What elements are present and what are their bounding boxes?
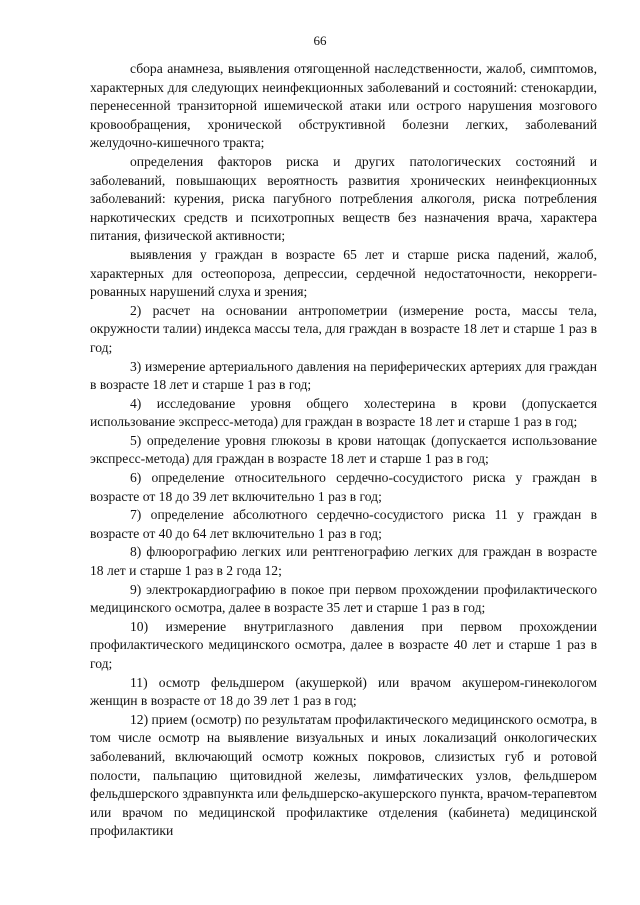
paragraph-item-7: 7) определение абсолютного сердечно-сосудистого риска 11 у граждан в возрасте от 40 до 64 лет включительно 1 раз в год;	[90, 507, 597, 541]
paragraph-item-11: 11) осмотр фельдшером (акушеркой) или врачом акушером-гинекологом женщин в возрасте от 18 до 39 лет 1 раз в год;	[90, 674, 597, 709]
paragraph-item-4: 4) исследование уровня общего холестерина в крови (допускается использование экспресс-метода) для граждан в возрасте 18 лет и старше 1 раз в год;	[90, 395, 597, 430]
page-number: 66	[313, 33, 327, 48]
paragraph-risk-factors: определения факторов риска и других патологических состояний и заболеваний, повышающих вероятность развития хронических неинфекционных заболеваний: курения, риска пагубного потребления алкоголя, риска потребления наркотических средств и психотропных веществ без назначения врача, характера питания, физической активности;	[90, 153, 597, 244]
paragraph-item-3: 3) измерение артериального давления на периферических артериях для граждан в возрасте 18 лет и старше 1 раз в год;	[90, 358, 597, 393]
paragraph-item-8: 8) флюорографию легких или рентгенографию легких для граждан в возрасте 18 лет и старше 1 раз в 2 года 12;	[90, 544, 597, 579]
body-text	[90, 60, 597, 841]
paragraph-elderly-risks: выявления у граждан в возрасте 65 лет и старше риска падений, жалоб, характерных для остеопороза, депрессии, сердечной недостаточности, некоррегированных нарушений слуха и зрения;	[90, 246, 597, 300]
paragraph-item-10: 10) измерение внутриглазного давления при первом прохождении профилактического медицинского осмотра, далее в возрасте 40 лет и старше 1 раз в год;	[90, 618, 597, 671]
paragraph-anamnesis: сбора анамнеза, выявления отягощенной наследственности, жалоб, симптомов, характерных для следующих неинфекционных заболеваний и состояний: стенокардии, перенесенной транзиторной ишемической атаки или острого нарушения мозгового кровообращения, хронической обструктивной болезни легких, заболеваний желудочно-кишечного тракта;	[90, 61, 597, 151]
paragraph-item-5: 5) определение уровня глюкозы в крови натощак (допускается использование экспресс-метода) для граждан в возрасте 18 лет и старше 1 раз в год;	[90, 432, 597, 467]
paragraph-item-9: 9) электрокардиографию в покое при первом прохождении профилактического медицинского осмотра, далее в возрасте 35 лет и старше 1 раз в год;	[90, 581, 597, 616]
paragraph-item-6: 6) определение относительного сердечно-сосудистого риска у граждан в возрасте от 18 до 39 лет включительно 1 раз в год;	[90, 470, 597, 504]
paragraph-item-2: 2) расчет на основании антропометрии (измерение роста, массы тела, окружности талии) индекса массы тела, для граждан в возрасте 18 лет и старше 1 раз в год;	[90, 302, 597, 355]
paragraph-item-12: 12) прием (осмотр) по результатам профилактического медицинского осмотра, в том числе осмотр на выявление визуальных и иных локализаций онкологических заболеваний, включающий осмотр кожных покровов, слизистых губ и ротовой полости, пальпацию щитовидной железы, лимфатических узлов, фельдшером фельдшерского здравпункта или фельдшерско-акушерского пункта, врачом-терапевтом или врачом по медицинской профилактике отделения (кабинета) медицинской профилактики	[90, 711, 597, 839]
